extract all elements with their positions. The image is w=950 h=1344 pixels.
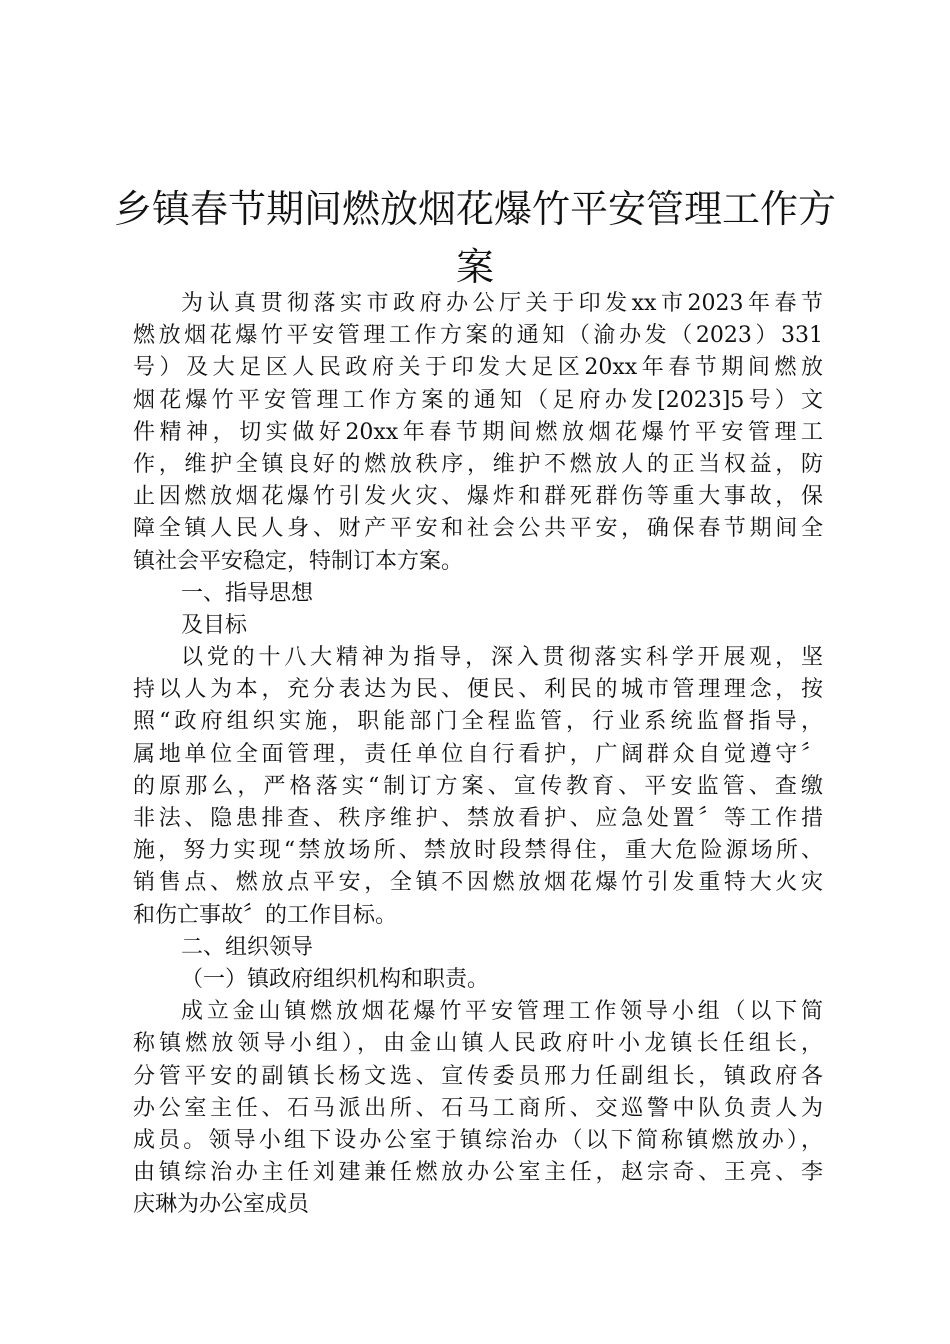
paragraph-line-text: 分管平安的副镇长杨文选、宣传委员邢力任副组长，镇政府各 (133, 1063, 823, 1089)
paragraph-line (133, 385, 833, 417)
paragraph-line-text: 止因燃放烟花爆竹引发火灾、爆炸和群死群伤等重大事故，保 (133, 484, 823, 510)
paragraph-line (133, 900, 833, 932)
paragraph-line-text: 照“政府组织实施，职能部门全程监管，行业系统监督指导， (133, 709, 823, 735)
paragraph-line (133, 771, 833, 803)
paragraph-line (133, 803, 833, 835)
paragraph-line-text: 号）及大足区人民政府关于印发大足区20xx年春节期间燃放 (133, 355, 823, 381)
paragraph-line (133, 739, 833, 771)
paragraph-line (133, 320, 833, 352)
paragraph-line (133, 578, 833, 610)
document-title-line-2: 案 (455, 245, 494, 289)
paragraph-line-text: 由镇综治办主任刘建兼任燃放办公室主任，赵宗奇、王亮、李 (133, 1160, 823, 1186)
paragraph-line-text: 销售点、燃放点平安，全镇不因燃放烟花爆竹引发重特大火灾 (133, 870, 823, 896)
paragraph-line-text: 称镇燃放领导小组），由金山镇人民政府叶小龙镇长任组长， (133, 1031, 823, 1057)
paragraph-line-text: 非法、隐患排查、秩序维护、禁放看护、应急处置〞等工作措 (133, 806, 823, 831)
paragraph-line-text: 以党的十八大精神为指导，深入贯彻落实科学开展观，坚 (181, 645, 823, 671)
paragraph-line (133, 513, 833, 545)
paragraph-line (133, 481, 833, 513)
paragraph-line (133, 1189, 833, 1221)
paragraph-line-text: 成立金山镇燃放烟花爆竹平安管理工作领导小组（以下简 (181, 999, 823, 1025)
paragraph-line-text: 件精神，切实做好20xx年春节期间燃放烟花爆竹平安管理工 (133, 419, 823, 445)
paragraph-line (133, 674, 833, 706)
paragraph-line (133, 449, 833, 481)
paragraph-line-text: 为认真贯彻落实市政府办公厅关于印发xx市2023年春节 (181, 291, 823, 316)
paragraph-line (133, 1125, 833, 1157)
paragraph-line (133, 964, 833, 996)
paragraph-line-text: 障全镇人民人身、财产平安和社会公共平安，确保春节期间全 (133, 516, 823, 542)
paragraph-line-text: 办公室主任、石马派出所、石马工商所、交巡警中队负责人为 (133, 1095, 823, 1121)
paragraph-line (133, 1061, 833, 1093)
paragraph-line (133, 932, 833, 964)
paragraph-line (133, 642, 833, 674)
paragraph-line-text: 作，维护全镇良好的燃放秩序，维护不燃放人的正当权益，防 (133, 451, 823, 477)
paragraph-line (133, 867, 833, 899)
paragraph-line (133, 417, 833, 449)
paragraph-line (133, 288, 833, 320)
paragraph-line (133, 706, 833, 738)
paragraph-line (133, 352, 833, 384)
paragraph-line (133, 610, 833, 642)
paragraph-line-text: （一）镇政府组织机构和职责。 (181, 966, 490, 992)
paragraph-line-text: 持以人为本，充分表达为民、便民、利民的城市管理理念，按 (133, 677, 823, 703)
paragraph-line (133, 835, 833, 867)
paragraph-line (133, 1157, 833, 1189)
paragraph-line (133, 996, 833, 1028)
paragraph-line-text: 施，努力实现“禁放场所、禁放时段禁得住，重大危险源场所、 (133, 838, 823, 864)
paragraph-line-text: 属地单位全面管理，责任单位自行看护，广阔群众自觉遵守〞 (133, 741, 823, 767)
paragraph-line-text: 的原那么，严格落实“制订方案、宣传教育、平安监管、查缴 (133, 773, 823, 799)
paragraph-line-text: 成员。领导小组下设办公室于镇综治办（以下简称镇燃放办）， (133, 1127, 823, 1153)
paragraph-line (133, 546, 833, 578)
paragraph-line (133, 1028, 833, 1060)
paragraph-line-text: 庆琳为办公室成员 (133, 1192, 310, 1218)
paragraph-line (133, 1093, 833, 1125)
document-title-line-1: 乡镇春节期间燃放烟花爆竹平安管理工作方 (113, 187, 836, 231)
paragraph-line-text: 一、指导思想 (181, 580, 314, 606)
paragraph-line-text: 镇社会平安稳定，特制订本方案。 (133, 548, 464, 574)
paragraph-line-text: 燃放烟花爆竹平安管理工作方案的通知（渝办发（2023）331 (133, 323, 823, 349)
paragraph-line-text: 及目标 (181, 612, 248, 638)
paragraph-line-text: 烟花爆竹平安管理工作方案的通知（足府办发[2023]5号）文 (133, 387, 823, 413)
document-body (133, 288, 833, 1221)
paragraph-line-text: 和伤亡事故〞的工作目标。 (133, 902, 398, 928)
paragraph-line-text: 二、组织领导 (181, 934, 314, 960)
